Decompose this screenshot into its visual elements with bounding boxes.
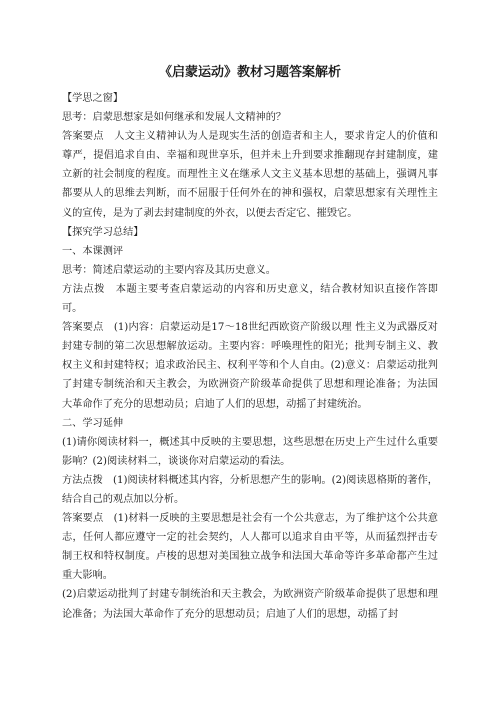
subheading-evaluation: 一、本课测评 (62, 245, 124, 257)
answer-1: 答案要点 人文主义精神认为人是现实生活的创造者和主人，要求肯定人的价值和尊严，提倡追求自由、幸福和现世享乐，但并未上升到要求推翻现存封建制度，建立新的社会制度的程度。而理性主义在继承人文主义基本思想的基础上，强调凡事都要从人的思维去判断，而不屈服于任何外在的神和强权，启蒙思想家有关理性主义的宣传，是为了剥去封建制度的外衣，以便去否定它、摧毁它。 (62, 131, 438, 219)
answer-3-part-1: 答案要点 (1)材料一反映的主要思想是社会有一个公共意志，为了维护这个公共意志，任何人都应遵守一定的社会契约，人人都可以追求自由平等，从而猛烈抨击专制王权和特权制度。卢梭的思想对美国独立战争和法国大革命等许多革命都产生过重大影响。 (62, 513, 438, 582)
question-1: 思考：启蒙思想家是如何继承和发展人文精神的？ (62, 112, 287, 124)
subheading-extension: 二、学习延伸 (62, 417, 124, 429)
section-heading-study-window: 【学思之窗】 (62, 93, 124, 104)
question-3: (1)请你阅读材料一，概述其中反映的主要思想，这些思想在历史上产生过什么重要影响？(2)阅读材料二，谈谈你对启蒙运动的看法。 (62, 436, 438, 467)
document-page (62, 64, 438, 624)
section-heading-summary: 【探究学习总结】 (62, 226, 144, 238)
answer-3-part-2: (2)启蒙运动批判了封建专制统治和天主教会，为欧洲资产阶级革命提供了思想和理论准备；为法国大革命作了充分的思想动员；启迪了人们的思想，动摇了封 (62, 589, 438, 620)
method-hint-2: 方法点拨 本题主要考查启蒙运动的内容和历史意义，结合教材知识直接作答即可。 (62, 283, 438, 315)
answer-2: 答案要点 (1)内容：启蒙运动是17～18世纪西欧资产阶级以理 性主义为武器反对封建专制的第二次思想解放运动。主要内容：呼唤理性的阳光；批判专制主义、教权主义和封建特权；追求政治民主、权利平等和个人自由。(2)意义：启蒙运动批判了封建专制统治和天主教会，为欧洲资产阶级革命提供了思想和理论准备；为法国大革命作了充分的思想动员；启迪了人们的思想，动摇了封建统治。 (62, 322, 438, 410)
document-title: 《启蒙运动》教材习题答案解析 (158, 65, 341, 80)
method-hint-3: 方法点拨 (1)阅读材料概述其内容，分析思想产生的影响。(2)阅读恩格斯的著作，结合自己的观点加以分析。 (62, 474, 438, 505)
question-2: 思考：简述启蒙运动的主要内容及其历史意义。 (62, 264, 276, 276)
